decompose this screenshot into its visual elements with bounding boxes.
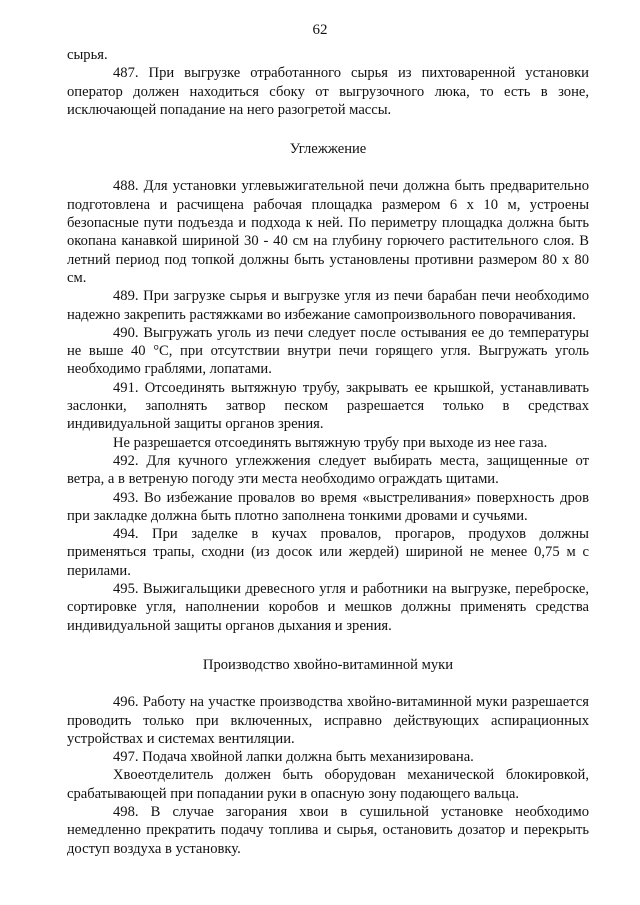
page-number: 62 (312, 22, 328, 38)
section-heading-charcoal: Углежжение (289, 141, 367, 158)
paragraph-497: 497. Подача хвойной лапки должна быть механизирована. (113, 749, 474, 766)
paragraph-494: 494. При заделке в кучах провалов, прогаров, продухов должны применяться трапы, сходни (из досок или жердей) шириной не менее 0,75 м с перилами. (67, 526, 589, 579)
paragraph-492: 492. Для кучного углежжения следует выбирать места, защищенные от ветра, а в ветреную погоду эти места необходимо ограждать щитами. (67, 452, 589, 488)
paragraph-493: 493. Во избежание провалов во время «выстреливания» поверхность дров при закладке должна быть плотно заполнена тонкими дровами и сучьями. (67, 489, 589, 524)
document-body (67, 46, 589, 858)
paragraph-488: 488. Для установки углевыжигательной печи должна быть предварительно подготовлена и расчищена рабочая площадка размером 6 х 10 м, устроены безопасные пути подъезда и подхода к ней. По периметру площадка должна быть окопана канавкой шириной 30 - 40 см на глубину горючего растительного слоя. В летний период под топкой должны быть установлены противни размером 80 х 80 см. (67, 178, 589, 286)
paragraph-497-note: Хвоеотделитель должен быть оборудован механической блокировкой, срабатывающей при попадании руки в опасную зону подающего вальца. (67, 767, 589, 802)
paragraph-498: 498. В случае загорания хвои в сушильной установке необходимо немедленно прекратить подачу топлива и сырья, остановить дозатор и перекрыть доступ воздуха в установку. (67, 803, 589, 857)
paragraph-491-note: Не разрешается отсоединять вытяжную трубу при выходе из нее газа. (113, 434, 548, 451)
paragraph-495: 495. Выжигальщики древесного угля и работники на выгрузке, переброске, сортировке угля, наполнении коробов и мешков должны применять средства индивидуальной защиты органов дыхания и зрения. (67, 581, 589, 634)
paragraph-487: 487. При выгрузке отработанного сырья из пихтоваренной установки оператор должен находиться сбоку от выгрузочного люка, то есть в зоне, исключающей попадание на него разогретой массы. (67, 65, 589, 118)
paragraph-490: 490. Выгружать уголь из печи следует после остывания ее до температуры не выше 40 °С, при отсутствии внутри печи горящего угля. Выгружать уголь необходимо граблями, лопатами. (67, 324, 589, 378)
spacer (67, 158, 589, 177)
spacer (67, 635, 589, 656)
paragraph-496: 496. Работу на участке производства хвойно-витаминной муки разрешается проводить только при включенных, исправно действующих аспирационных устройствах и системах вентиляции. (67, 694, 589, 747)
spacer (67, 674, 589, 693)
paragraph-491: 491. Отсоединять вытяжную трубу, закрывать ее крышкой, устанавливать заслонки, заполнять затвор песком разрешается только в средствах индивидуальной защиты органов зрения. (67, 379, 589, 433)
paragraph-continuation: сырья. (67, 47, 108, 63)
section-heading-needle-flour: Производство хвойно-витаминной муки (202, 656, 454, 673)
spacer (67, 119, 589, 140)
paragraph-489: 489. При загрузке сырья и выгрузке угля из печи барабан печи необходимо надежно закрепить растяжками во избежание самопроизвольного поворачивания. (67, 288, 589, 323)
